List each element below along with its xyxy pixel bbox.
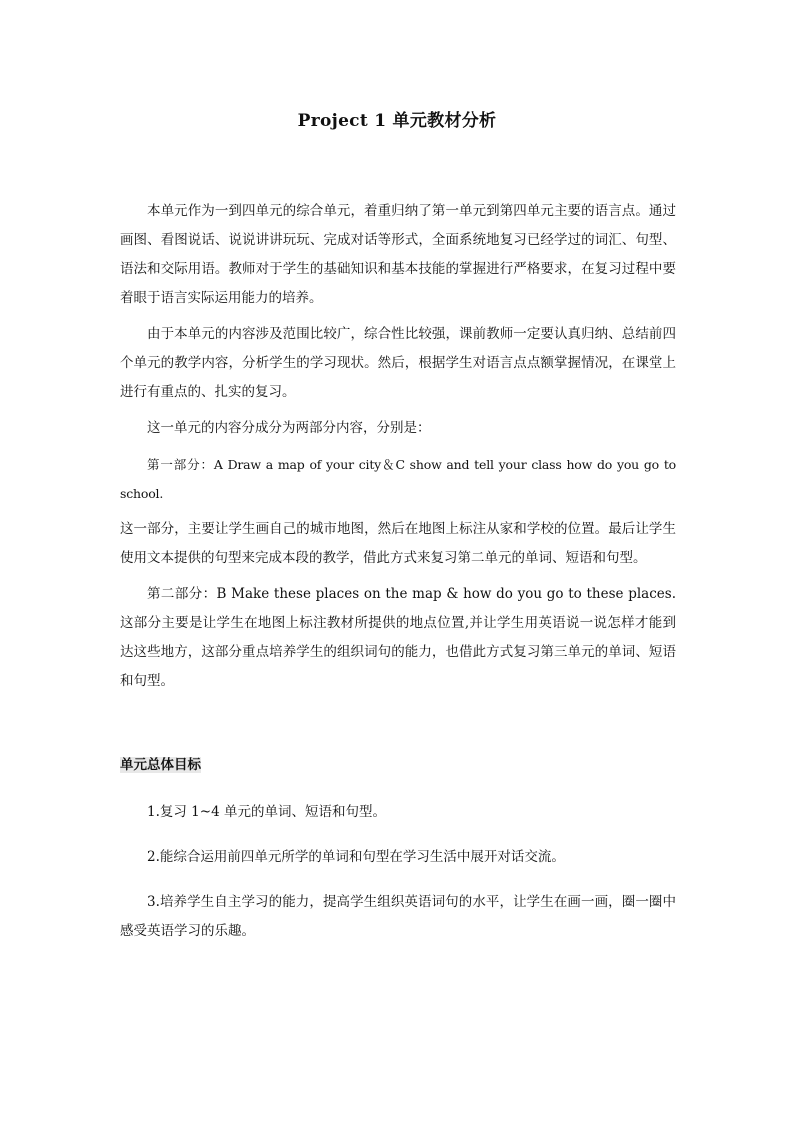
goal-item: 1.复习 1~4 单元的单词、短语和句型。 [147,804,386,820]
document-body [120,197,676,962]
paragraph-part-one-title: 第一部分：A Draw a map of your city＆C show and tell your class how do you go to school. [120,457,676,501]
document-title: Project 1 单元教材分析 [297,111,497,131]
goal-item: 2.能综合运用前四单元所学的单词和句型在学习生活中展开对话交流。 [147,849,565,865]
paragraph-review-scope: 由于本单元的内容涉及范围比较广，综合性比较强，课前教师一定要认真归纳、总结前四个单元的教学内容，分析学生的学习现状。然后，根据学生对语言点点额掌握情况，在课堂上进行有重点的、扎实的复习。 [120,326,676,400]
goal-item: 3.培养学生自主学习的能力，提高学生组织英语词句的水平，让学生在画一画，圈一圈中感受英语学习的乐趣。 [120,894,676,939]
paragraph-part-one-body: 这一部分，主要让学生画自己的城市地图，然后在地图上标注从家和学校的位置。最后让学生使用文本提供的句型来完成本段的教学，借此方式来复习第二单元的单词、短语和句型。 [120,521,676,566]
goals-heading [120,751,676,780]
paragraph-parts-intro: 这一单元的内容分成分为两部分内容，分别是： [147,420,431,436]
paragraph-part-two: 第二部分：B Make these places on the map & how do you go to these places.这部分主要是让学生在地图上标注教材所提供的地点位置,并让学生用英语说一说怎样才能到达这些地方，这部分重点培养学生的组织词句的能力，也借此方式复习第三单元的单词、短语和句型。 [120,586,676,689]
goals-heading-text: 单元总体目标 [120,757,201,773]
paragraph-overview: 本单元作为一到四单元的综合单元，着重归纳了第一单元到第四单元主要的语言点。通过画图、看图说话、说说讲讲玩玩、完成对话等形式，全面系统地复习已经学过的词汇、句型、语法和交际用语。教师对于学生的基础知识和基本技能的掌握进行严格要求，在复习过程中要着眼于语言实际运用能力的培养。 [120,203,676,306]
